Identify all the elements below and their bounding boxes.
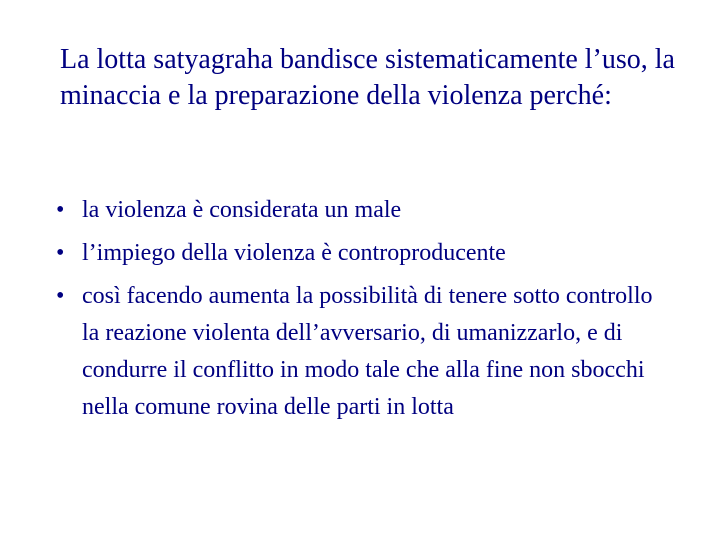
- bullet-text: la violenza è considerata un male: [82, 197, 402, 223]
- bullet-item: [52, 278, 672, 426]
- slide-title: La lotta satyagraha bandisce sistematicamente l’uso, la minaccia e la preparazione della violenza perché:: [60, 44, 675, 111]
- bullet-dot-icon: •: [56, 283, 65, 309]
- bullet-dot-icon: •: [56, 240, 65, 266]
- bullet-item: [52, 192, 672, 229]
- bullet-list: [52, 192, 672, 432]
- bullet-text: così facendo aumenta la possibilità di tenere sotto controllo la reazione violenta dell’avversario, di umanizzarlo, e di condurre il conflitto in modo tale che alla fine non sbocchi nella comune rovina delle parti in lotta: [82, 283, 653, 420]
- bullet-dot-icon: •: [56, 197, 65, 223]
- bullet-item: [52, 235, 672, 272]
- bullet-text: l’impiego della violenza è controproducente: [82, 240, 506, 266]
